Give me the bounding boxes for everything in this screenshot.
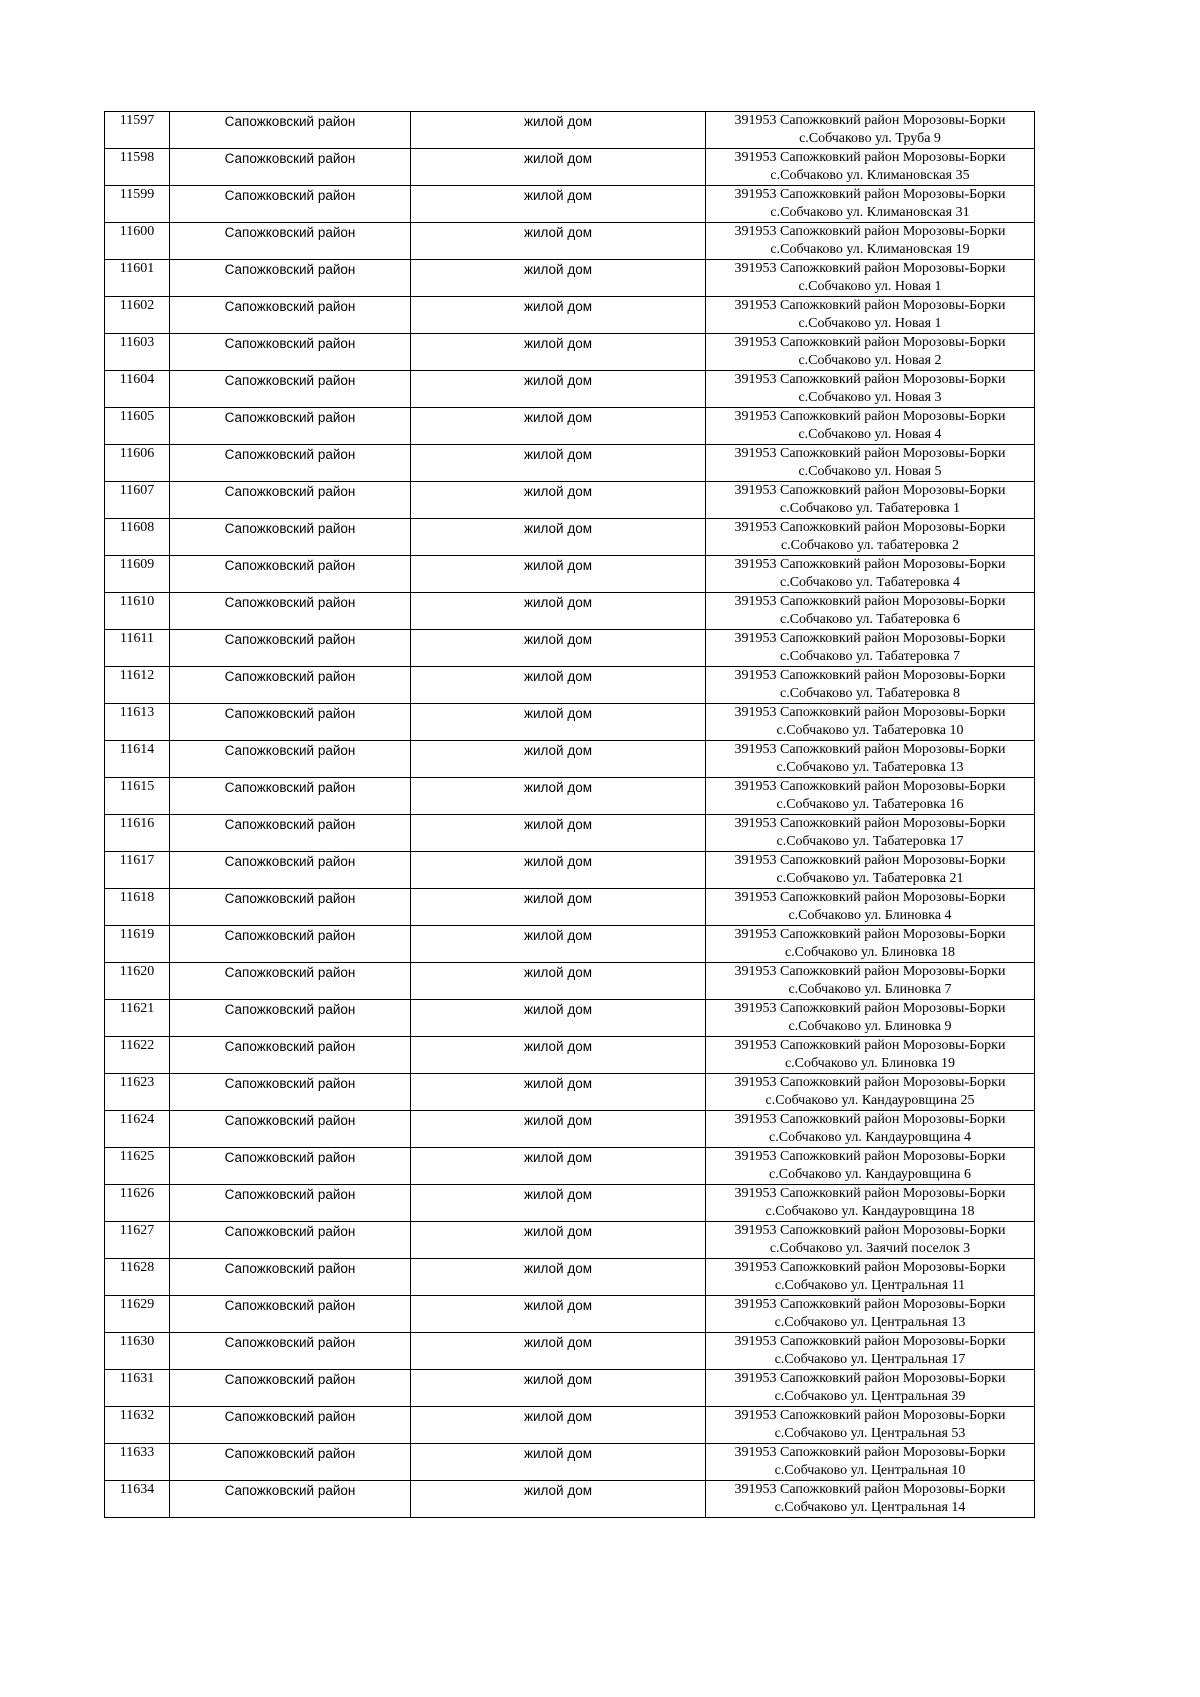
- object-type-cell: жилой дом: [411, 1000, 706, 1037]
- object-type-cell: жилой дом: [411, 778, 706, 815]
- address-line-2: с.Собчаково ул. Центральная 11: [774, 1277, 966, 1293]
- address-line-1: 391953 Сапожковкий район Морозовы-Борки: [734, 1334, 1006, 1349]
- object-type-cell: жилой дом: [411, 482, 706, 519]
- district-cell: Сапожковский район: [170, 445, 411, 482]
- address-line-2: с.Собчаково ул. Климановская 35: [770, 167, 970, 183]
- district-cell: Сапожковский район: [170, 593, 411, 630]
- object-type-cell: жилой дом: [411, 852, 706, 889]
- row-id-cell: 11625: [105, 1148, 170, 1185]
- district-cell: Сапожковский район: [170, 815, 411, 852]
- address-cell: [706, 1222, 1035, 1259]
- address-line-1: 391953 Сапожковкий район Морозовы-Борки: [734, 261, 1006, 276]
- object-type-cell: жилой дом: [411, 741, 706, 778]
- row-id-cell: 11632: [105, 1407, 170, 1444]
- address-line-2: с.Собчаково ул. Табатеровка 8: [779, 685, 960, 701]
- row-id-cell: 11623: [105, 1074, 170, 1111]
- row-id-cell: 11620: [105, 963, 170, 1000]
- object-type-cell: жилой дом: [411, 223, 706, 260]
- address-line-2: с.Собчаково ул. Новая 2: [798, 352, 942, 368]
- address-cell: [706, 556, 1035, 593]
- address-line-2: с.Собчаково ул. Табатеровка 17: [776, 833, 964, 849]
- table-row: [105, 1481, 1035, 1518]
- address-line-1: 391953 Сапожковкий район Морозовы-Борки: [734, 520, 1006, 535]
- object-type-cell: жилой дом: [411, 963, 706, 1000]
- address-cell: [706, 1037, 1035, 1074]
- address-cell: [706, 630, 1035, 667]
- district-cell: Сапожковский район: [170, 1222, 411, 1259]
- district-cell: Сапожковский район: [170, 556, 411, 593]
- address-line-2: с.Собчаково ул. Новая 1: [798, 278, 942, 294]
- address-line-2: с.Собчаково ул. Новая 5: [798, 463, 942, 479]
- object-type-cell: жилой дом: [411, 556, 706, 593]
- object-type-cell: жилой дом: [411, 1111, 706, 1148]
- table-row: [105, 556, 1035, 593]
- address-line-1: 391953 Сапожковкий район Морозовы-Борки: [734, 853, 1006, 868]
- district-cell: Сапожковский район: [170, 1481, 411, 1518]
- district-cell: Сапожковский район: [170, 482, 411, 519]
- address-cell: [706, 1481, 1035, 1518]
- address-line-2: с.Собчаково ул. Кандауровщина 25: [765, 1092, 975, 1108]
- address-line-1: 391953 Сапожковкий район Морозовы-Борки: [734, 1038, 1006, 1053]
- address-line-1: 391953 Сапожковкий район Морозовы-Борки: [734, 1297, 1006, 1312]
- table-row: [105, 149, 1035, 186]
- address-cell: [706, 1148, 1035, 1185]
- district-cell: Сапожковский район: [170, 1074, 411, 1111]
- district-cell: Сапожковский район: [170, 1148, 411, 1185]
- row-id-cell: 11621: [105, 1000, 170, 1037]
- table-row: [105, 260, 1035, 297]
- registry-table: [104, 111, 1035, 1518]
- object-type-cell: жилой дом: [411, 260, 706, 297]
- table-row: [105, 1111, 1035, 1148]
- address-line-1: 391953 Сапожковкий район Морозовы-Борки: [734, 113, 1006, 128]
- row-id-cell: 11598: [105, 149, 170, 186]
- address-line-2: с.Собчаково ул. Блиновка 7: [788, 981, 952, 997]
- object-type-cell: жилой дом: [411, 1222, 706, 1259]
- address-cell: [706, 963, 1035, 1000]
- table-row: [105, 963, 1035, 1000]
- object-type-cell: жилой дом: [411, 445, 706, 482]
- address-line-1: 391953 Сапожковкий район Морозовы-Борки: [734, 631, 1006, 646]
- table-row: [105, 593, 1035, 630]
- address-line-2: с.Собчаково ул. Табатеровка 21: [776, 870, 964, 886]
- address-line-2: с.Собчаково ул. Центральная 14: [774, 1499, 966, 1515]
- address-line-1: 391953 Сапожковкий район Морозовы-Борки: [734, 1408, 1006, 1423]
- address-line-1: 391953 Сапожковкий район Морозовы-Борки: [734, 335, 1006, 350]
- object-type-cell: жилой дом: [411, 704, 706, 741]
- row-id-cell: 11608: [105, 519, 170, 556]
- address-line-2: с.Собчаково ул. Центральная 10: [774, 1462, 966, 1478]
- address-line-1: 391953 Сапожковкий район Морозовы-Борки: [734, 446, 1006, 461]
- object-type-cell: жилой дом: [411, 1333, 706, 1370]
- row-id-cell: 11628: [105, 1259, 170, 1296]
- address-line-2: с.Собчаково ул. Табатеровка 7: [779, 648, 960, 664]
- address-line-1: 391953 Сапожковкий район Морозовы-Борки: [734, 224, 1006, 239]
- address-line-1: 391953 Сапожковкий район Морозовы-Борки: [734, 150, 1006, 165]
- address-line-1: 391953 Сапожковкий район Морозовы-Борки: [734, 409, 1006, 424]
- row-id-cell: 11624: [105, 1111, 170, 1148]
- district-cell: Сапожковский район: [170, 778, 411, 815]
- row-id-cell: 11622: [105, 1037, 170, 1074]
- object-type-cell: жилой дом: [411, 1296, 706, 1333]
- address-line-1: 391953 Сапожковкий район Морозовы-Борки: [734, 1186, 1006, 1201]
- address-line-2: с.Собчаково ул. Центральная 17: [774, 1351, 966, 1367]
- object-type-cell: жилой дом: [411, 1444, 706, 1481]
- object-type-cell: жилой дом: [411, 889, 706, 926]
- district-cell: Сапожковский район: [170, 1407, 411, 1444]
- address-line-2: с.Собчаково ул. Табатеровка 10: [776, 722, 964, 738]
- address-line-1: 391953 Сапожковкий район Морозовы-Борки: [734, 816, 1006, 831]
- address-line-2: с.Собчаково ул. Центральная 39: [774, 1388, 966, 1404]
- object-type-cell: жилой дом: [411, 1481, 706, 1518]
- table-row: [105, 667, 1035, 704]
- table-row: [105, 1222, 1035, 1259]
- address-line-2: с.Собчаково ул. Новая 3: [798, 389, 942, 405]
- district-cell: Сапожковский район: [170, 667, 411, 704]
- object-type-cell: жилой дом: [411, 667, 706, 704]
- table-row: [105, 112, 1035, 149]
- table-row: [105, 852, 1035, 889]
- row-id-cell: 11626: [105, 1185, 170, 1222]
- district-cell: Сапожковский район: [170, 1259, 411, 1296]
- table-row: [105, 1444, 1035, 1481]
- address-cell: [706, 667, 1035, 704]
- address-line-1: 391953 Сапожковкий район Морозовы-Борки: [734, 1260, 1006, 1275]
- row-id-cell: 11605: [105, 408, 170, 445]
- address-cell: [706, 1185, 1035, 1222]
- object-type-cell: жилой дом: [411, 1185, 706, 1222]
- address-line-2: с.Собчаково ул. Кандауровщина 6: [769, 1166, 971, 1182]
- district-cell: Сапожковский район: [170, 408, 411, 445]
- table-row: [105, 223, 1035, 260]
- district-cell: Сапожковский район: [170, 1296, 411, 1333]
- object-type-cell: жилой дом: [411, 297, 706, 334]
- row-id-cell: 11619: [105, 926, 170, 963]
- table-row: [105, 778, 1035, 815]
- row-id-cell: 11602: [105, 297, 170, 334]
- district-cell: Сапожковский район: [170, 1000, 411, 1037]
- address-line-2: с.Собчаково ул. Кандауровщина 18: [765, 1203, 975, 1219]
- address-cell: [706, 889, 1035, 926]
- district-cell: Сапожковский район: [170, 1333, 411, 1370]
- address-line-2: с.Собчаково ул. Климановская 19: [770, 241, 970, 257]
- object-type-cell: жилой дом: [411, 186, 706, 223]
- district-cell: Сапожковский район: [170, 223, 411, 260]
- address-cell: [706, 260, 1035, 297]
- address-cell: [706, 704, 1035, 741]
- address-cell: [706, 1407, 1035, 1444]
- address-cell: [706, 186, 1035, 223]
- address-cell: [706, 408, 1035, 445]
- row-id-cell: 11607: [105, 482, 170, 519]
- address-line-1: 391953 Сапожковкий район Морозовы-Борки: [734, 483, 1006, 498]
- address-cell: [706, 482, 1035, 519]
- address-line-1: 391953 Сапожковкий район Морозовы-Борки: [734, 298, 1006, 313]
- address-line-1: 391953 Сапожковкий район Морозовы-Борки: [734, 187, 1006, 202]
- row-id-cell: 11629: [105, 1296, 170, 1333]
- address-line-2: с.Собчаково ул. Заячий поселок 3: [769, 1240, 971, 1256]
- address-line-1: 391953 Сапожковкий район Морозовы-Борки: [734, 1112, 1006, 1127]
- row-id-cell: 11601: [105, 260, 170, 297]
- row-id-cell: 11600: [105, 223, 170, 260]
- address-cell: [706, 445, 1035, 482]
- row-id-cell: 11633: [105, 1444, 170, 1481]
- address-line-2: с.Собчаково ул. Центральная 13: [774, 1314, 966, 1330]
- address-cell: [706, 1000, 1035, 1037]
- table-row: [105, 1148, 1035, 1185]
- address-line-1: 391953 Сапожковкий район Морозовы-Борки: [734, 890, 1006, 905]
- address-cell: [706, 297, 1035, 334]
- address-line-1: 391953 Сапожковкий район Морозовы-Борки: [734, 1371, 1006, 1386]
- address-line-1: 391953 Сапожковкий район Морозовы-Борки: [734, 594, 1006, 609]
- district-cell: Сапожковский район: [170, 334, 411, 371]
- row-id-cell: 11604: [105, 371, 170, 408]
- address-line-1: 391953 Сапожковкий район Морозовы-Борки: [734, 1445, 1006, 1460]
- table-row: [105, 482, 1035, 519]
- address-cell: [706, 519, 1035, 556]
- object-type-cell: жилой дом: [411, 1148, 706, 1185]
- district-cell: Сапожковский район: [170, 1185, 411, 1222]
- address-cell: [706, 815, 1035, 852]
- address-cell: [706, 1333, 1035, 1370]
- address-line-1: 391953 Сапожковкий район Морозовы-Борки: [734, 668, 1006, 683]
- district-cell: Сапожковский район: [170, 630, 411, 667]
- district-cell: Сапожковский район: [170, 112, 411, 149]
- table-row: [105, 1296, 1035, 1333]
- address-cell: [706, 334, 1035, 371]
- table-row: [105, 297, 1035, 334]
- table-row: [105, 1037, 1035, 1074]
- row-id-cell: 11612: [105, 667, 170, 704]
- district-cell: Сапожковский район: [170, 1111, 411, 1148]
- table-row: [105, 926, 1035, 963]
- table-row: [105, 408, 1035, 445]
- address-line-1: 391953 Сапожковкий район Морозовы-Борки: [734, 779, 1006, 794]
- address-line-2: с.Собчаково ул. Табатеровка 4: [779, 574, 960, 590]
- address-line-2: с.Собчаково ул. Климановская 31: [770, 204, 970, 220]
- district-cell: Сапожковский район: [170, 926, 411, 963]
- table-row: [105, 704, 1035, 741]
- district-cell: Сапожковский район: [170, 297, 411, 334]
- registry-table-body: [105, 112, 1035, 1518]
- table-row: [105, 1000, 1035, 1037]
- district-cell: Сапожковский район: [170, 741, 411, 778]
- address-line-2: с.Собчаково ул. Табатеровка 6: [779, 611, 960, 627]
- address-cell: [706, 112, 1035, 149]
- row-id-cell: 11613: [105, 704, 170, 741]
- address-line-2: с.Собчаково ул. Центральная 53: [774, 1425, 966, 1441]
- row-id-cell: 11630: [105, 1333, 170, 1370]
- address-cell: [706, 1370, 1035, 1407]
- district-cell: Сапожковский район: [170, 1444, 411, 1481]
- address-line-2: с.Собчаково ул. Табатеровка 13: [776, 759, 964, 775]
- table-row: [105, 1370, 1035, 1407]
- address-line-1: 391953 Сапожковкий район Морозовы-Борки: [734, 557, 1006, 572]
- address-line-2: с.Собчаково ул. Труба 9: [799, 130, 941, 146]
- object-type-cell: жилой дом: [411, 1407, 706, 1444]
- address-line-1: 391953 Сапожковкий район Морозовы-Борки: [734, 705, 1006, 720]
- object-type-cell: жилой дом: [411, 593, 706, 630]
- address-line-1: 391953 Сапожковкий район Морозовы-Борки: [734, 1001, 1006, 1016]
- row-id-cell: 11627: [105, 1222, 170, 1259]
- row-id-cell: 11631: [105, 1370, 170, 1407]
- district-cell: Сапожковский район: [170, 963, 411, 1000]
- row-id-cell: 11618: [105, 889, 170, 926]
- object-type-cell: жилой дом: [411, 149, 706, 186]
- address-line-2: с.Собчаково ул. Блиновка 19: [784, 1055, 956, 1071]
- district-cell: Сапожковский район: [170, 260, 411, 297]
- address-cell: [706, 1111, 1035, 1148]
- row-id-cell: 11603: [105, 334, 170, 371]
- district-cell: Сапожковский район: [170, 149, 411, 186]
- table-row: [105, 519, 1035, 556]
- address-line-2: с.Собчаково ул. Новая 4: [798, 426, 942, 442]
- object-type-cell: жилой дом: [411, 334, 706, 371]
- address-cell: [706, 223, 1035, 260]
- table-row: [105, 630, 1035, 667]
- row-id-cell: 11610: [105, 593, 170, 630]
- address-cell: [706, 1444, 1035, 1481]
- table-row: [105, 889, 1035, 926]
- table-row: [105, 1259, 1035, 1296]
- address-cell: [706, 1074, 1035, 1111]
- table-row: [105, 1333, 1035, 1370]
- table-row: [105, 445, 1035, 482]
- address-line-2: с.Собчаково ул. Блиновка 9: [788, 1018, 952, 1034]
- address-line-1: 391953 Сапожковкий район Морозовы-Борки: [734, 1149, 1006, 1164]
- district-cell: Сапожковский район: [170, 704, 411, 741]
- district-cell: Сапожковский район: [170, 371, 411, 408]
- address-line-2: с.Собчаково ул. Табатеровка 1: [779, 500, 960, 516]
- district-cell: Сапожковский район: [170, 519, 411, 556]
- table-row: [105, 1407, 1035, 1444]
- address-cell: [706, 778, 1035, 815]
- row-id-cell: 11599: [105, 186, 170, 223]
- row-id-cell: 11609: [105, 556, 170, 593]
- address-cell: [706, 1259, 1035, 1296]
- address-line-2: с.Собчаково ул. табатеровка 2: [780, 537, 960, 553]
- table-row: [105, 815, 1035, 852]
- address-line-1: 391953 Сапожковкий район Морозовы-Борки: [734, 742, 1006, 757]
- object-type-cell: жилой дом: [411, 112, 706, 149]
- address-cell: [706, 1296, 1035, 1333]
- address-line-1: 391953 Сапожковкий район Морозовы-Борки: [734, 1482, 1006, 1497]
- table-row: [105, 334, 1035, 371]
- district-cell: Сапожковский район: [170, 186, 411, 223]
- address-cell: [706, 852, 1035, 889]
- object-type-cell: жилой дом: [411, 1037, 706, 1074]
- row-id-cell: 11634: [105, 1481, 170, 1518]
- district-cell: Сапожковский район: [170, 1037, 411, 1074]
- object-type-cell: жилой дом: [411, 408, 706, 445]
- address-line-1: 391953 Сапожковкий район Морозовы-Борки: [734, 1075, 1006, 1090]
- object-type-cell: жилой дом: [411, 519, 706, 556]
- object-type-cell: жилой дом: [411, 1259, 706, 1296]
- row-id-cell: 11616: [105, 815, 170, 852]
- object-type-cell: жилой дом: [411, 926, 706, 963]
- object-type-cell: жилой дом: [411, 630, 706, 667]
- address-line-2: с.Собчаково ул. Кандауровщина 4: [769, 1129, 971, 1145]
- address-cell: [706, 371, 1035, 408]
- table-row: [105, 741, 1035, 778]
- row-id-cell: 11611: [105, 630, 170, 667]
- address-cell: [706, 149, 1035, 186]
- address-cell: [706, 926, 1035, 963]
- address-line-1: 391953 Сапожковкий район Морозовы-Борки: [734, 964, 1006, 979]
- table-row: [105, 1185, 1035, 1222]
- district-cell: Сапожковский район: [170, 1370, 411, 1407]
- district-cell: Сапожковский район: [170, 889, 411, 926]
- table-row: [105, 186, 1035, 223]
- object-type-cell: жилой дом: [411, 371, 706, 408]
- object-type-cell: жилой дом: [411, 815, 706, 852]
- object-type-cell: жилой дом: [411, 1074, 706, 1111]
- row-id-cell: 11597: [105, 112, 170, 149]
- address-cell: [706, 593, 1035, 630]
- row-id-cell: 11614: [105, 741, 170, 778]
- district-cell: Сапожковский район: [170, 852, 411, 889]
- address-line-1: 391953 Сапожковкий район Морозовы-Борки: [734, 372, 1006, 387]
- address-line-2: с.Собчаково ул. Блиновка 18: [784, 944, 956, 960]
- address-cell: [706, 741, 1035, 778]
- row-id-cell: 11615: [105, 778, 170, 815]
- table-row: [105, 371, 1035, 408]
- row-id-cell: 11617: [105, 852, 170, 889]
- address-line-1: 391953 Сапожковкий район Морозовы-Борки: [734, 1223, 1006, 1238]
- address-line-2: с.Собчаково ул. Новая 1: [798, 315, 942, 331]
- address-line-2: с.Собчаково ул. Табатеровка 16: [776, 796, 964, 812]
- row-id-cell: 11606: [105, 445, 170, 482]
- address-line-1: 391953 Сапожковкий район Морозовы-Борки: [734, 927, 1006, 942]
- address-line-2: с.Собчаково ул. Блиновка 4: [788, 907, 952, 923]
- object-type-cell: жилой дом: [411, 1370, 706, 1407]
- table-row: [105, 1074, 1035, 1111]
